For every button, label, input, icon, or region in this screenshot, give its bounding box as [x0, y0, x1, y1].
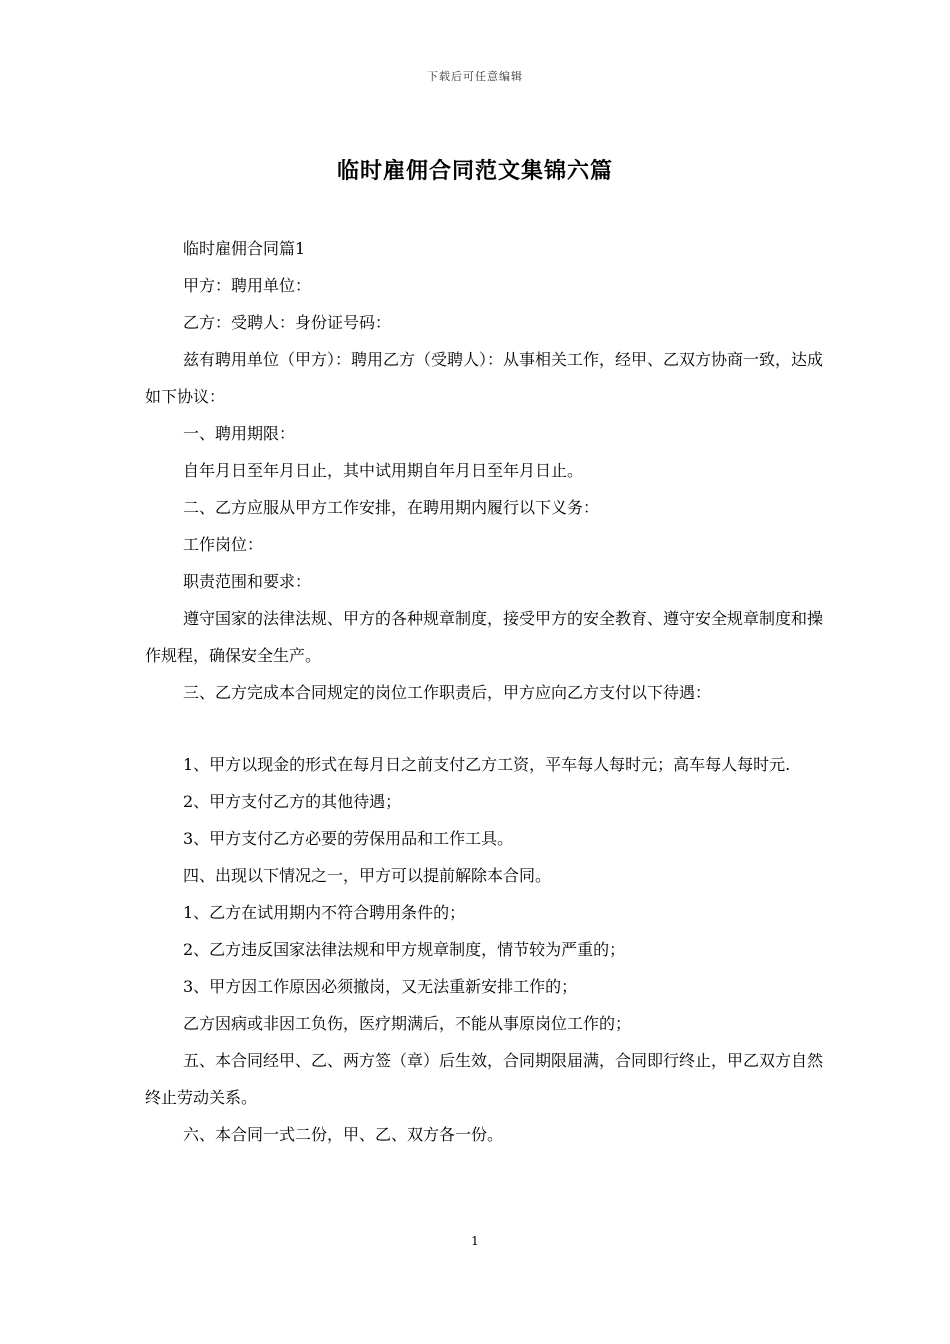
page-header: 下载后可任意编辑 [427, 70, 523, 83]
paragraph-spacer [145, 711, 825, 746]
paragraph-clause-1-heading: 一、聘用期限： [183, 424, 296, 443]
paragraph-party-b: 乙方：受聘人：身份证号码： [183, 313, 392, 332]
paragraph-termination-4: 乙方因病或非因工负伤，医疗期满后，不能从事原岗位工作的； [183, 1014, 632, 1033]
paragraph-clause-4-heading: 四、出现以下情况之一，甲方可以提前解除本合同。 [183, 866, 552, 885]
paragraph-clause-3-heading: 三、乙方完成本合同规定的岗位工作职责后，甲方应向乙方支付以下待遇： [183, 683, 712, 702]
paragraph-pay-3: 3、甲方支付乙方必要的劳保用品和工作工具。 [183, 829, 514, 848]
paragraph-compliance: 遵守国家的法律法规、甲方的各种规章制度，接受甲方的安全教育、遵守安全规章制度和操作规程，确保安全生产。 [145, 609, 824, 665]
paragraph-pay-2: 2、甲方支付乙方的其他待遇； [183, 792, 402, 811]
document-body [145, 230, 825, 1153]
paragraph-termination-3: 3、甲方因工作原因必须撤岗，又无法重新安排工作的； [183, 977, 578, 996]
paragraph-clause-2-heading: 二、乙方应服从甲方工作安排，在聘用期内履行以下义务： [183, 498, 600, 517]
paragraph-termination-2: 2、乙方违反国家法律法规和甲方规章制度，情节较为严重的； [183, 940, 626, 959]
paragraph-termination-1: 1、乙方在试用期内不符合聘用条件的； [183, 903, 466, 922]
paragraph-pay-1: 1、甲方以现金的形式在每月日之前支付乙方工资，平车每人每时元；高车每人每时元. [183, 755, 791, 774]
paragraph-section-heading: 临时雇佣合同篇1 [183, 239, 306, 258]
page-number: 1 [471, 1234, 479, 1248]
paragraph-duties: 职责范围和要求： [183, 572, 312, 591]
paragraph-clause-5: 五、本合同经甲、乙、两方签（章）后生效，合同期限届满，合同即行终止，甲乙双方自然终止劳动关系。 [145, 1051, 824, 1107]
paragraph-term: 自年月日至年月日止，其中试用期自年月日至年月日止。 [183, 461, 584, 480]
paragraph-party-a: 甲方：聘用单位： [183, 276, 312, 295]
paragraph-position: 工作岗位： [183, 535, 264, 554]
paragraph-preamble: 兹有聘用单位（甲方）：聘用乙方（受聘人）：从事相关工作，经甲、乙双方协商一致，达成如下协议： [145, 350, 824, 406]
paragraph-clause-6: 六、本合同一式二份，甲、乙、双方各一份。 [183, 1125, 504, 1144]
document-title: 临时雇佣合同范文集锦六篇 [336, 158, 613, 184]
